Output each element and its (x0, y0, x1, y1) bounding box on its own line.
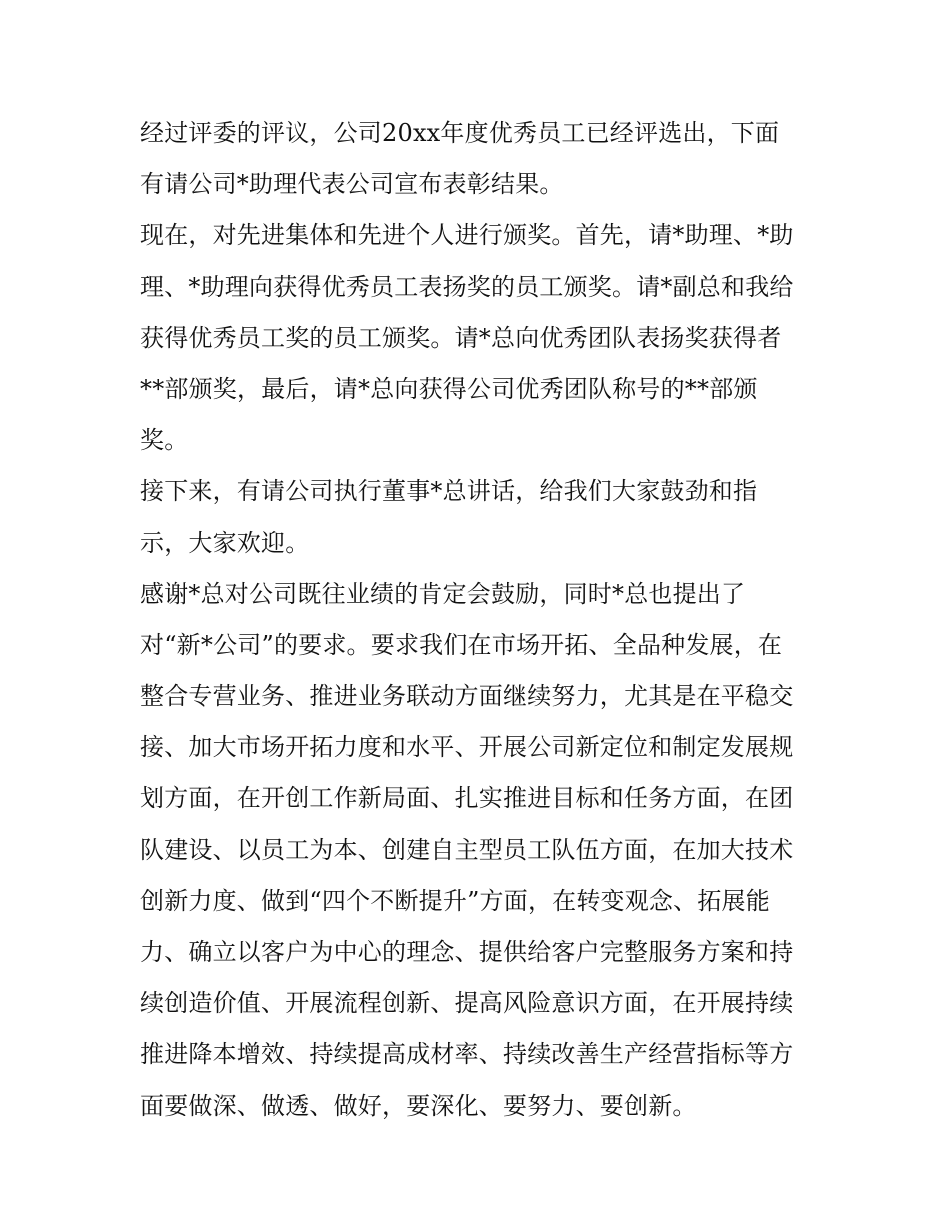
text-line-17: 力、确立以客户为中心的理念、提供给客户完整服务方案和持 (140, 938, 794, 966)
text-line-15: 队建设、以员工为本、创建自主型员工队伍方面，在加大技术 (140, 835, 794, 864)
text-line-11: 对“新*公司”的要求。要求我们在市场开拓、全品种发展，在 (140, 630, 783, 659)
text-line-12: 整合专营业务、推进业务联动方面继续努力，尤其是在平稳交 (140, 682, 794, 711)
text-line-13: 接、加大市场开拓力度和水平、开展公司新定位和制定发展规 (140, 733, 794, 762)
text-line-5: 获得优秀员工奖的员工颁奖。请*总向优秀团队表扬奖获得者 (140, 323, 782, 352)
text-line-18: 续创造价值、开展流程创新、提高风险意识方面，在开展持续 (140, 989, 794, 1018)
text-line-3: 现在，对先进集体和先进个人进行颁奖。首先，请*助理、*助 (140, 221, 794, 250)
text-line-7: 奖。 (140, 426, 189, 455)
text-line-4: 理、*助理向获得优秀员工表扬奖的员工颁奖。请*副总和我给 (140, 272, 794, 301)
text-line-6: **部颁奖，最后，请*总向获得公司优秀团队称号的**部颁 (140, 374, 758, 403)
text-line-16: 创新力度、做到“四个不断提升”方面，在转变观念、拓展能 (140, 886, 770, 915)
text-line-10: 感谢*总对公司既往业绩的肯定会鼓励，同时*总也提出了 (140, 579, 746, 608)
text-line-9: 示，大家欢迎。 (140, 528, 310, 557)
document-body (140, 108, 820, 1132)
text-line-8: 接下来，有请公司执行董事*总讲话，给我们大家鼓劲和指 (140, 477, 758, 506)
text-line-1: 经过评委的评议，公司20xx年度优秀员工已经评选出，下面 (140, 119, 780, 147)
text-line-20: 面要做深、做透、做好，要深化、要努力、要创新。 (140, 1091, 697, 1120)
text-line-19: 推进降本增效、持续提高成材率、持续改善生产经营指标等方 (140, 1040, 794, 1069)
text-line-2: 有请公司*助理代表公司宣布表彰结果。 (140, 170, 564, 199)
text-line-14: 划方面，在开创工作新局面、扎实推进目标和任务方面，在团 (140, 784, 794, 813)
